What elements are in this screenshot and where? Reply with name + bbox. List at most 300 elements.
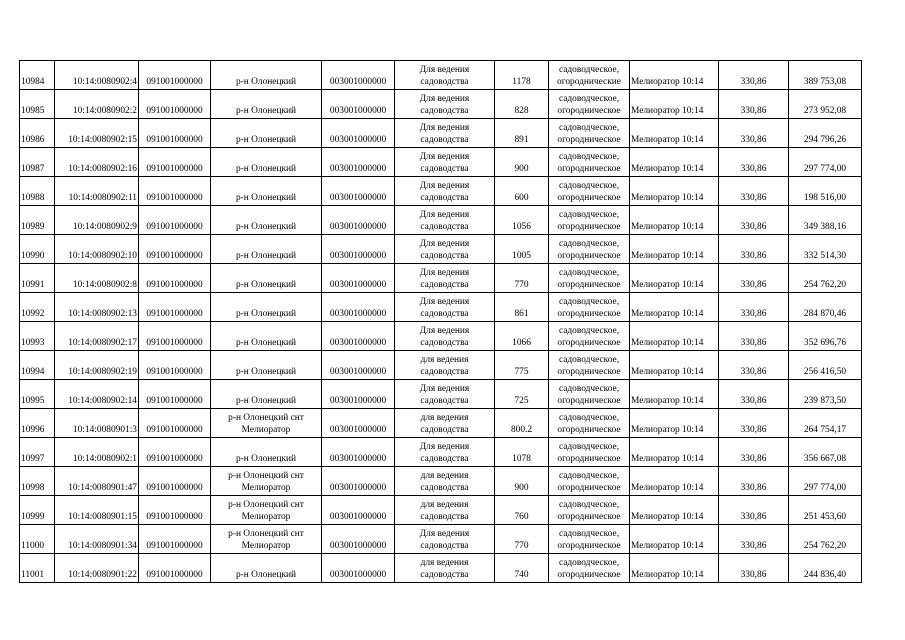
land-purpose-line: Для ведения bbox=[419, 94, 470, 104]
oktmo-code: 003001000000 bbox=[322, 351, 395, 380]
district bbox=[211, 525, 322, 554]
land-purpose bbox=[395, 351, 495, 380]
cadastral-number: 10:14:0080901:47 bbox=[55, 467, 139, 496]
land-purpose bbox=[395, 554, 495, 583]
district bbox=[211, 293, 322, 322]
permitted-use-line: огородническое bbox=[557, 453, 621, 464]
district bbox=[211, 322, 322, 351]
oktmo-code: 003001000000 bbox=[322, 293, 395, 322]
cadastral-number: 10:14:0080901:3 bbox=[55, 409, 139, 438]
oktmo-code: 003001000000 bbox=[322, 177, 395, 206]
district bbox=[211, 90, 322, 119]
land-purpose bbox=[395, 90, 495, 119]
land-purpose-line: Для ведения bbox=[419, 384, 470, 394]
cadastral-number: 10:14:0080902:1 bbox=[55, 438, 139, 467]
oktmo-code: 003001000000 bbox=[322, 409, 395, 438]
land-purpose-line: садоводства bbox=[420, 134, 469, 145]
permitted-use-line: огородническое bbox=[557, 482, 621, 493]
row-number: 10987 bbox=[20, 148, 55, 177]
specific-value: 330,86 bbox=[719, 496, 789, 525]
cadastral-number: 10:14:0080902:13 bbox=[55, 293, 139, 322]
oktmo-code: 003001000000 bbox=[322, 206, 395, 235]
district-line: р-н Олонецкий bbox=[235, 105, 297, 116]
cadastral-zone: Мелиоратор 10:14 bbox=[630, 351, 719, 380]
cadastral-value: 284 870,46 bbox=[789, 293, 862, 322]
oktmo-code: 003001000000 bbox=[322, 496, 395, 525]
permitted-use bbox=[549, 235, 630, 264]
area: 740 bbox=[495, 554, 549, 583]
table-row bbox=[20, 496, 862, 525]
permitted-use-line: огородническое bbox=[557, 569, 621, 580]
land-purpose-line: садоводства bbox=[420, 540, 469, 551]
land-purpose-line: садоводства bbox=[420, 250, 469, 261]
permitted-use-line: садоводческое, bbox=[558, 529, 620, 539]
permitted-use bbox=[549, 61, 630, 90]
okato-code: 091001000000 bbox=[139, 177, 211, 206]
cadastral-value: 244 836,40 bbox=[789, 554, 862, 583]
permitted-use-line: садоводческое, bbox=[558, 384, 620, 394]
cadastral-number: 10:14:0080902:14 bbox=[55, 380, 139, 409]
land-purpose-line: Для ведения bbox=[419, 65, 470, 75]
permitted-use-line: садоводческое, bbox=[558, 94, 620, 104]
land-purpose-line: садоводства bbox=[420, 279, 469, 290]
district bbox=[211, 61, 322, 90]
oktmo-code: 003001000000 bbox=[322, 264, 395, 293]
area: 1178 bbox=[495, 61, 549, 90]
permitted-use-line: садоводческое, bbox=[558, 65, 620, 75]
cadastral-zone: Мелиоратор 10:14 bbox=[630, 90, 719, 119]
land-purpose-line: садоводства bbox=[420, 569, 469, 580]
land-purpose-line: садоводства bbox=[420, 424, 469, 435]
area: 725 bbox=[495, 380, 549, 409]
table-row bbox=[20, 293, 862, 322]
oktmo-code: 003001000000 bbox=[322, 61, 395, 90]
area: 1056 bbox=[495, 206, 549, 235]
area: 1078 bbox=[495, 438, 549, 467]
cadastral-number: 10:14:0080902:19 bbox=[55, 351, 139, 380]
district-line: р-н Олонецкий bbox=[235, 250, 297, 261]
land-purpose bbox=[395, 438, 495, 467]
okato-code: 091001000000 bbox=[139, 351, 211, 380]
land-purpose-line: садоводства bbox=[420, 511, 469, 522]
specific-value: 330,86 bbox=[719, 351, 789, 380]
okato-code: 091001000000 bbox=[139, 264, 211, 293]
row-number: 10986 bbox=[20, 119, 55, 148]
cadastral-value: 264 754,17 bbox=[789, 409, 862, 438]
land-purpose-line: садоводства bbox=[420, 337, 469, 348]
land-purpose bbox=[395, 206, 495, 235]
land-purpose-line: для ведения bbox=[420, 355, 469, 365]
table-row bbox=[20, 525, 862, 554]
permitted-use-line: огородническое bbox=[557, 279, 621, 290]
land-purpose-line: для ведения bbox=[420, 413, 469, 423]
permitted-use-line: садоводческое, bbox=[558, 297, 620, 307]
row-number: 10995 bbox=[20, 380, 55, 409]
permitted-use bbox=[549, 293, 630, 322]
okato-code: 091001000000 bbox=[139, 438, 211, 467]
permitted-use-line: садоводческое, bbox=[558, 471, 620, 481]
permitted-use-line: огородническое bbox=[557, 308, 621, 319]
permitted-use-line: огородническое bbox=[557, 366, 621, 377]
cadastral-zone: Мелиоратор 10:14 bbox=[630, 554, 719, 583]
row-number: 10984 bbox=[20, 61, 55, 90]
table-row bbox=[20, 438, 862, 467]
land-purpose-line: Для ведения bbox=[419, 239, 470, 249]
cadastral-value: 389 753,08 bbox=[789, 61, 862, 90]
area: 760 bbox=[495, 496, 549, 525]
cadastral-value: 273 952,08 bbox=[789, 90, 862, 119]
oktmo-code: 003001000000 bbox=[322, 525, 395, 554]
row-number: 10985 bbox=[20, 90, 55, 119]
cadastral-zone: Мелиоратор 10:14 bbox=[630, 467, 719, 496]
specific-value: 330,86 bbox=[719, 409, 789, 438]
specific-value: 330,86 bbox=[719, 438, 789, 467]
cadastral-number: 10:14:0080902:15 bbox=[55, 119, 139, 148]
district-line: Мелиоратор bbox=[241, 511, 291, 522]
district-line: р-н Олонецкий bbox=[235, 395, 297, 406]
specific-value: 330,86 bbox=[719, 90, 789, 119]
table-row bbox=[20, 177, 862, 206]
land-purpose bbox=[395, 409, 495, 438]
land-purpose bbox=[395, 525, 495, 554]
area: 600 bbox=[495, 177, 549, 206]
cadastral-value: 239 873,50 bbox=[789, 380, 862, 409]
district bbox=[211, 119, 322, 148]
specific-value: 330,86 bbox=[719, 467, 789, 496]
permitted-use bbox=[549, 148, 630, 177]
land-purpose-line: садоводства bbox=[420, 163, 469, 174]
permitted-use-line: садоводческое, bbox=[558, 558, 620, 568]
land-purpose bbox=[395, 264, 495, 293]
oktmo-code: 003001000000 bbox=[322, 119, 395, 148]
land-purpose bbox=[395, 177, 495, 206]
permitted-use bbox=[549, 496, 630, 525]
table-row bbox=[20, 119, 862, 148]
cadastral-number: 10:14:0080902:2 bbox=[55, 90, 139, 119]
cadastral-zone: Мелиоратор 10:14 bbox=[630, 380, 719, 409]
cadastral-value: 352 696,76 bbox=[789, 322, 862, 351]
area: 891 bbox=[495, 119, 549, 148]
land-purpose-line: Для ведения bbox=[419, 152, 470, 162]
permitted-use bbox=[549, 438, 630, 467]
area: 770 bbox=[495, 525, 549, 554]
permitted-use bbox=[549, 322, 630, 351]
permitted-use-line: садоводческое, bbox=[558, 210, 620, 220]
cadastral-zone: Мелиоратор 10:14 bbox=[630, 235, 719, 264]
cadastral-zone: Мелиоратор 10:14 bbox=[630, 525, 719, 554]
table-row bbox=[20, 235, 862, 264]
oktmo-code: 003001000000 bbox=[322, 438, 395, 467]
district-line: р-н Олонецкий снт bbox=[228, 529, 304, 539]
permitted-use-line: огороднические bbox=[557, 76, 621, 87]
cadastral-number: 10:14:0080901:22 bbox=[55, 554, 139, 583]
cadastral-zone: Мелиоратор 10:14 bbox=[630, 496, 719, 525]
okato-code: 091001000000 bbox=[139, 554, 211, 583]
district-line: Мелиоратор bbox=[241, 540, 291, 551]
cadastral-number: 10:14:0080902:11 bbox=[55, 177, 139, 206]
row-number: 10993 bbox=[20, 322, 55, 351]
okato-code: 091001000000 bbox=[139, 496, 211, 525]
area: 770 bbox=[495, 264, 549, 293]
permitted-use-line: огородническое bbox=[557, 163, 621, 174]
permitted-use-line: огородническое bbox=[557, 511, 621, 522]
district bbox=[211, 496, 322, 525]
row-number: 10990 bbox=[20, 235, 55, 264]
cadastral-zone: Мелиоратор 10:14 bbox=[630, 438, 719, 467]
district-line: р-н Олонецкий bbox=[235, 76, 297, 87]
land-purpose-line: Для ведения bbox=[419, 442, 470, 452]
cadastral-zone: Мелиоратор 10:14 bbox=[630, 206, 719, 235]
land-purpose-line: садоводства bbox=[420, 308, 469, 319]
cadastral-zone: Мелиоратор 10:14 bbox=[630, 177, 719, 206]
specific-value: 330,86 bbox=[719, 293, 789, 322]
specific-value: 330,86 bbox=[719, 554, 789, 583]
cadastral-value: 297 774,00 bbox=[789, 467, 862, 496]
district-line: р-н Олонецкий bbox=[235, 134, 297, 145]
permitted-use-line: огородническое bbox=[557, 221, 621, 232]
permitted-use-line: садоводческое, bbox=[558, 355, 620, 365]
permitted-use bbox=[549, 264, 630, 293]
cadastral-zone: Мелиоратор 10:14 bbox=[630, 322, 719, 351]
land-purpose bbox=[395, 148, 495, 177]
district bbox=[211, 235, 322, 264]
row-number: 10991 bbox=[20, 264, 55, 293]
oktmo-code: 003001000000 bbox=[322, 380, 395, 409]
row-number: 11000 bbox=[20, 525, 55, 554]
okato-code: 091001000000 bbox=[139, 293, 211, 322]
district-line: Мелиоратор bbox=[241, 482, 291, 493]
land-purpose-line: садоводства bbox=[420, 105, 469, 116]
permitted-use bbox=[549, 90, 630, 119]
district bbox=[211, 351, 322, 380]
cadastral-number: 10:14:0080902:17 bbox=[55, 322, 139, 351]
row-number: 10999 bbox=[20, 496, 55, 525]
area: 900 bbox=[495, 467, 549, 496]
okato-code: 091001000000 bbox=[139, 409, 211, 438]
permitted-use bbox=[549, 119, 630, 148]
district-line: р-н Олонецкий bbox=[235, 366, 297, 377]
permitted-use-line: садоводческое, bbox=[558, 181, 620, 191]
table-row bbox=[20, 264, 862, 293]
permitted-use-line: садоводческое, bbox=[558, 268, 620, 278]
district-line: р-н Олонецкий bbox=[235, 221, 297, 232]
area: 861 bbox=[495, 293, 549, 322]
row-number: 10997 bbox=[20, 438, 55, 467]
cadastral-value-table bbox=[19, 60, 862, 583]
cadastral-value: 349 388,16 bbox=[789, 206, 862, 235]
cadastral-zone: Мелиоратор 10:14 bbox=[630, 61, 719, 90]
land-purpose bbox=[395, 235, 495, 264]
permitted-use-line: садоводческое, bbox=[558, 152, 620, 162]
specific-value: 330,86 bbox=[719, 264, 789, 293]
oktmo-code: 003001000000 bbox=[322, 467, 395, 496]
permitted-use-line: огородническое bbox=[557, 105, 621, 116]
oktmo-code: 003001000000 bbox=[322, 148, 395, 177]
permitted-use-line: огородническое bbox=[557, 250, 621, 261]
permitted-use-line: садоводческое, bbox=[558, 413, 620, 423]
area: 1005 bbox=[495, 235, 549, 264]
district-line: р-н Олонецкий снт bbox=[228, 413, 304, 423]
table-row bbox=[20, 467, 862, 496]
okato-code: 091001000000 bbox=[139, 235, 211, 264]
table-row bbox=[20, 90, 862, 119]
land-purpose-line: для ведения bbox=[420, 500, 469, 510]
specific-value: 330,86 bbox=[719, 177, 789, 206]
land-purpose-line: садоводства bbox=[420, 366, 469, 377]
row-number: 10994 bbox=[20, 351, 55, 380]
okato-code: 091001000000 bbox=[139, 90, 211, 119]
cadastral-zone: Мелиоратор 10:14 bbox=[630, 148, 719, 177]
district bbox=[211, 148, 322, 177]
okato-code: 091001000000 bbox=[139, 322, 211, 351]
permitted-use-line: садоводческое, bbox=[558, 442, 620, 452]
district bbox=[211, 206, 322, 235]
permitted-use bbox=[549, 409, 630, 438]
row-number: 11001 bbox=[20, 554, 55, 583]
land-purpose-line: Для ведения bbox=[419, 326, 470, 336]
table-row bbox=[20, 554, 862, 583]
permitted-use-line: огородническое bbox=[557, 337, 621, 348]
cadastral-value: 256 416,50 bbox=[789, 351, 862, 380]
district bbox=[211, 380, 322, 409]
district bbox=[211, 438, 322, 467]
district-line: р-н Олонецкий bbox=[235, 163, 297, 174]
cadastral-value: 251 453,60 bbox=[789, 496, 862, 525]
oktmo-code: 003001000000 bbox=[322, 322, 395, 351]
permitted-use-line: огородническое bbox=[557, 424, 621, 435]
district bbox=[211, 177, 322, 206]
table-row bbox=[20, 148, 862, 177]
district bbox=[211, 264, 322, 293]
land-purpose-line: Для ведения bbox=[419, 210, 470, 220]
permitted-use bbox=[549, 525, 630, 554]
district-line: р-н Олонецкий bbox=[235, 453, 297, 464]
area: 828 bbox=[495, 90, 549, 119]
permitted-use-line: огородническое bbox=[557, 134, 621, 145]
district bbox=[211, 554, 322, 583]
land-purpose bbox=[395, 380, 495, 409]
cadastral-zone: Мелиоратор 10:14 bbox=[630, 409, 719, 438]
permitted-use-line: огородническое bbox=[557, 540, 621, 551]
land-purpose-line: садоводства bbox=[420, 76, 469, 87]
cadastral-number: 10:14:0080902:4 bbox=[55, 61, 139, 90]
cadastral-value: 297 774,00 bbox=[789, 148, 862, 177]
table-row bbox=[20, 61, 862, 90]
area: 800.2 bbox=[495, 409, 549, 438]
cadastral-value: 356 667,08 bbox=[789, 438, 862, 467]
district-line: Мелиоратор bbox=[241, 424, 291, 435]
district-line: р-н Олонецкий bbox=[235, 279, 297, 290]
land-purpose-line: Для ведения bbox=[419, 181, 470, 191]
specific-value: 330,86 bbox=[719, 235, 789, 264]
land-purpose-line: Для ведения bbox=[419, 297, 470, 307]
land-purpose bbox=[395, 293, 495, 322]
permitted-use-line: садоводческое, bbox=[558, 123, 620, 133]
area: 775 bbox=[495, 351, 549, 380]
land-purpose bbox=[395, 467, 495, 496]
permitted-use bbox=[549, 467, 630, 496]
land-purpose bbox=[395, 119, 495, 148]
area: 900 bbox=[495, 148, 549, 177]
row-number: 10996 bbox=[20, 409, 55, 438]
table-row bbox=[20, 322, 862, 351]
land-purpose-line: для ведения bbox=[420, 471, 469, 481]
specific-value: 330,86 bbox=[719, 380, 789, 409]
specific-value: 330,86 bbox=[719, 322, 789, 351]
okato-code: 091001000000 bbox=[139, 119, 211, 148]
okato-code: 091001000000 bbox=[139, 61, 211, 90]
permitted-use-line: огородническое bbox=[557, 395, 621, 406]
table-row bbox=[20, 351, 862, 380]
row-number: 10998 bbox=[20, 467, 55, 496]
land-purpose-line: для ведения bbox=[420, 558, 469, 568]
cadastral-number: 10:14:0080902:10 bbox=[55, 235, 139, 264]
cadastral-number: 10:14:0080902:16 bbox=[55, 148, 139, 177]
specific-value: 330,86 bbox=[719, 61, 789, 90]
land-purpose-line: садоводства bbox=[420, 453, 469, 464]
permitted-use bbox=[549, 554, 630, 583]
district-line: р-н Олонецкий bbox=[235, 569, 297, 580]
oktmo-code: 003001000000 bbox=[322, 90, 395, 119]
row-number: 10992 bbox=[20, 293, 55, 322]
cadastral-number: 10:14:0080901:15 bbox=[55, 496, 139, 525]
cadastral-number: 10:14:0080902:8 bbox=[55, 264, 139, 293]
land-purpose-line: Для ведения bbox=[419, 123, 470, 133]
cadastral-zone: Мелиоратор 10:14 bbox=[630, 293, 719, 322]
land-purpose bbox=[395, 61, 495, 90]
okato-code: 091001000000 bbox=[139, 467, 211, 496]
row-number: 10989 bbox=[20, 206, 55, 235]
specific-value: 330,86 bbox=[719, 148, 789, 177]
cadastral-number: 10:14:0080901:34 bbox=[55, 525, 139, 554]
district-line: р-н Олонецкий снт bbox=[228, 471, 304, 481]
specific-value: 330,86 bbox=[719, 206, 789, 235]
land-purpose-line: садоводства bbox=[420, 395, 469, 406]
cadastral-value: 254 762,20 bbox=[789, 525, 862, 554]
district-line: р-н Олонецкий bbox=[235, 192, 297, 203]
specific-value: 330,86 bbox=[719, 119, 789, 148]
district bbox=[211, 467, 322, 496]
okato-code: 091001000000 bbox=[139, 206, 211, 235]
specific-value: 330,86 bbox=[719, 525, 789, 554]
cadastral-value: 332 514,30 bbox=[789, 235, 862, 264]
row-number: 10988 bbox=[20, 177, 55, 206]
cadastral-zone: Мелиоратор 10:14 bbox=[630, 264, 719, 293]
land-purpose-line: садоводства bbox=[420, 192, 469, 203]
land-purpose-line: садоводства bbox=[420, 221, 469, 232]
permitted-use-line: огородническое bbox=[557, 192, 621, 203]
cadastral-value: 254 762,20 bbox=[789, 264, 862, 293]
land-purpose-line: садоводства bbox=[420, 482, 469, 493]
oktmo-code: 003001000000 bbox=[322, 235, 395, 264]
district bbox=[211, 409, 322, 438]
cadastral-value: 294 796,26 bbox=[789, 119, 862, 148]
table-row bbox=[20, 380, 862, 409]
cadastral-value: 198 516,00 bbox=[789, 177, 862, 206]
district-line: р-н Олонецкий bbox=[235, 308, 297, 319]
area: 1066 bbox=[495, 322, 549, 351]
okato-code: 091001000000 bbox=[139, 380, 211, 409]
cadastral-zone: Мелиоратор 10:14 bbox=[630, 119, 719, 148]
cadastral-number: 10:14:0080902:9 bbox=[55, 206, 139, 235]
district-line: р-н Олонецкий снт bbox=[228, 500, 304, 510]
permitted-use bbox=[549, 351, 630, 380]
permitted-use bbox=[549, 380, 630, 409]
okato-code: 091001000000 bbox=[139, 148, 211, 177]
district-line: р-н Олонецкий bbox=[235, 337, 297, 348]
oktmo-code: 003001000000 bbox=[322, 554, 395, 583]
land-purpose bbox=[395, 322, 495, 351]
